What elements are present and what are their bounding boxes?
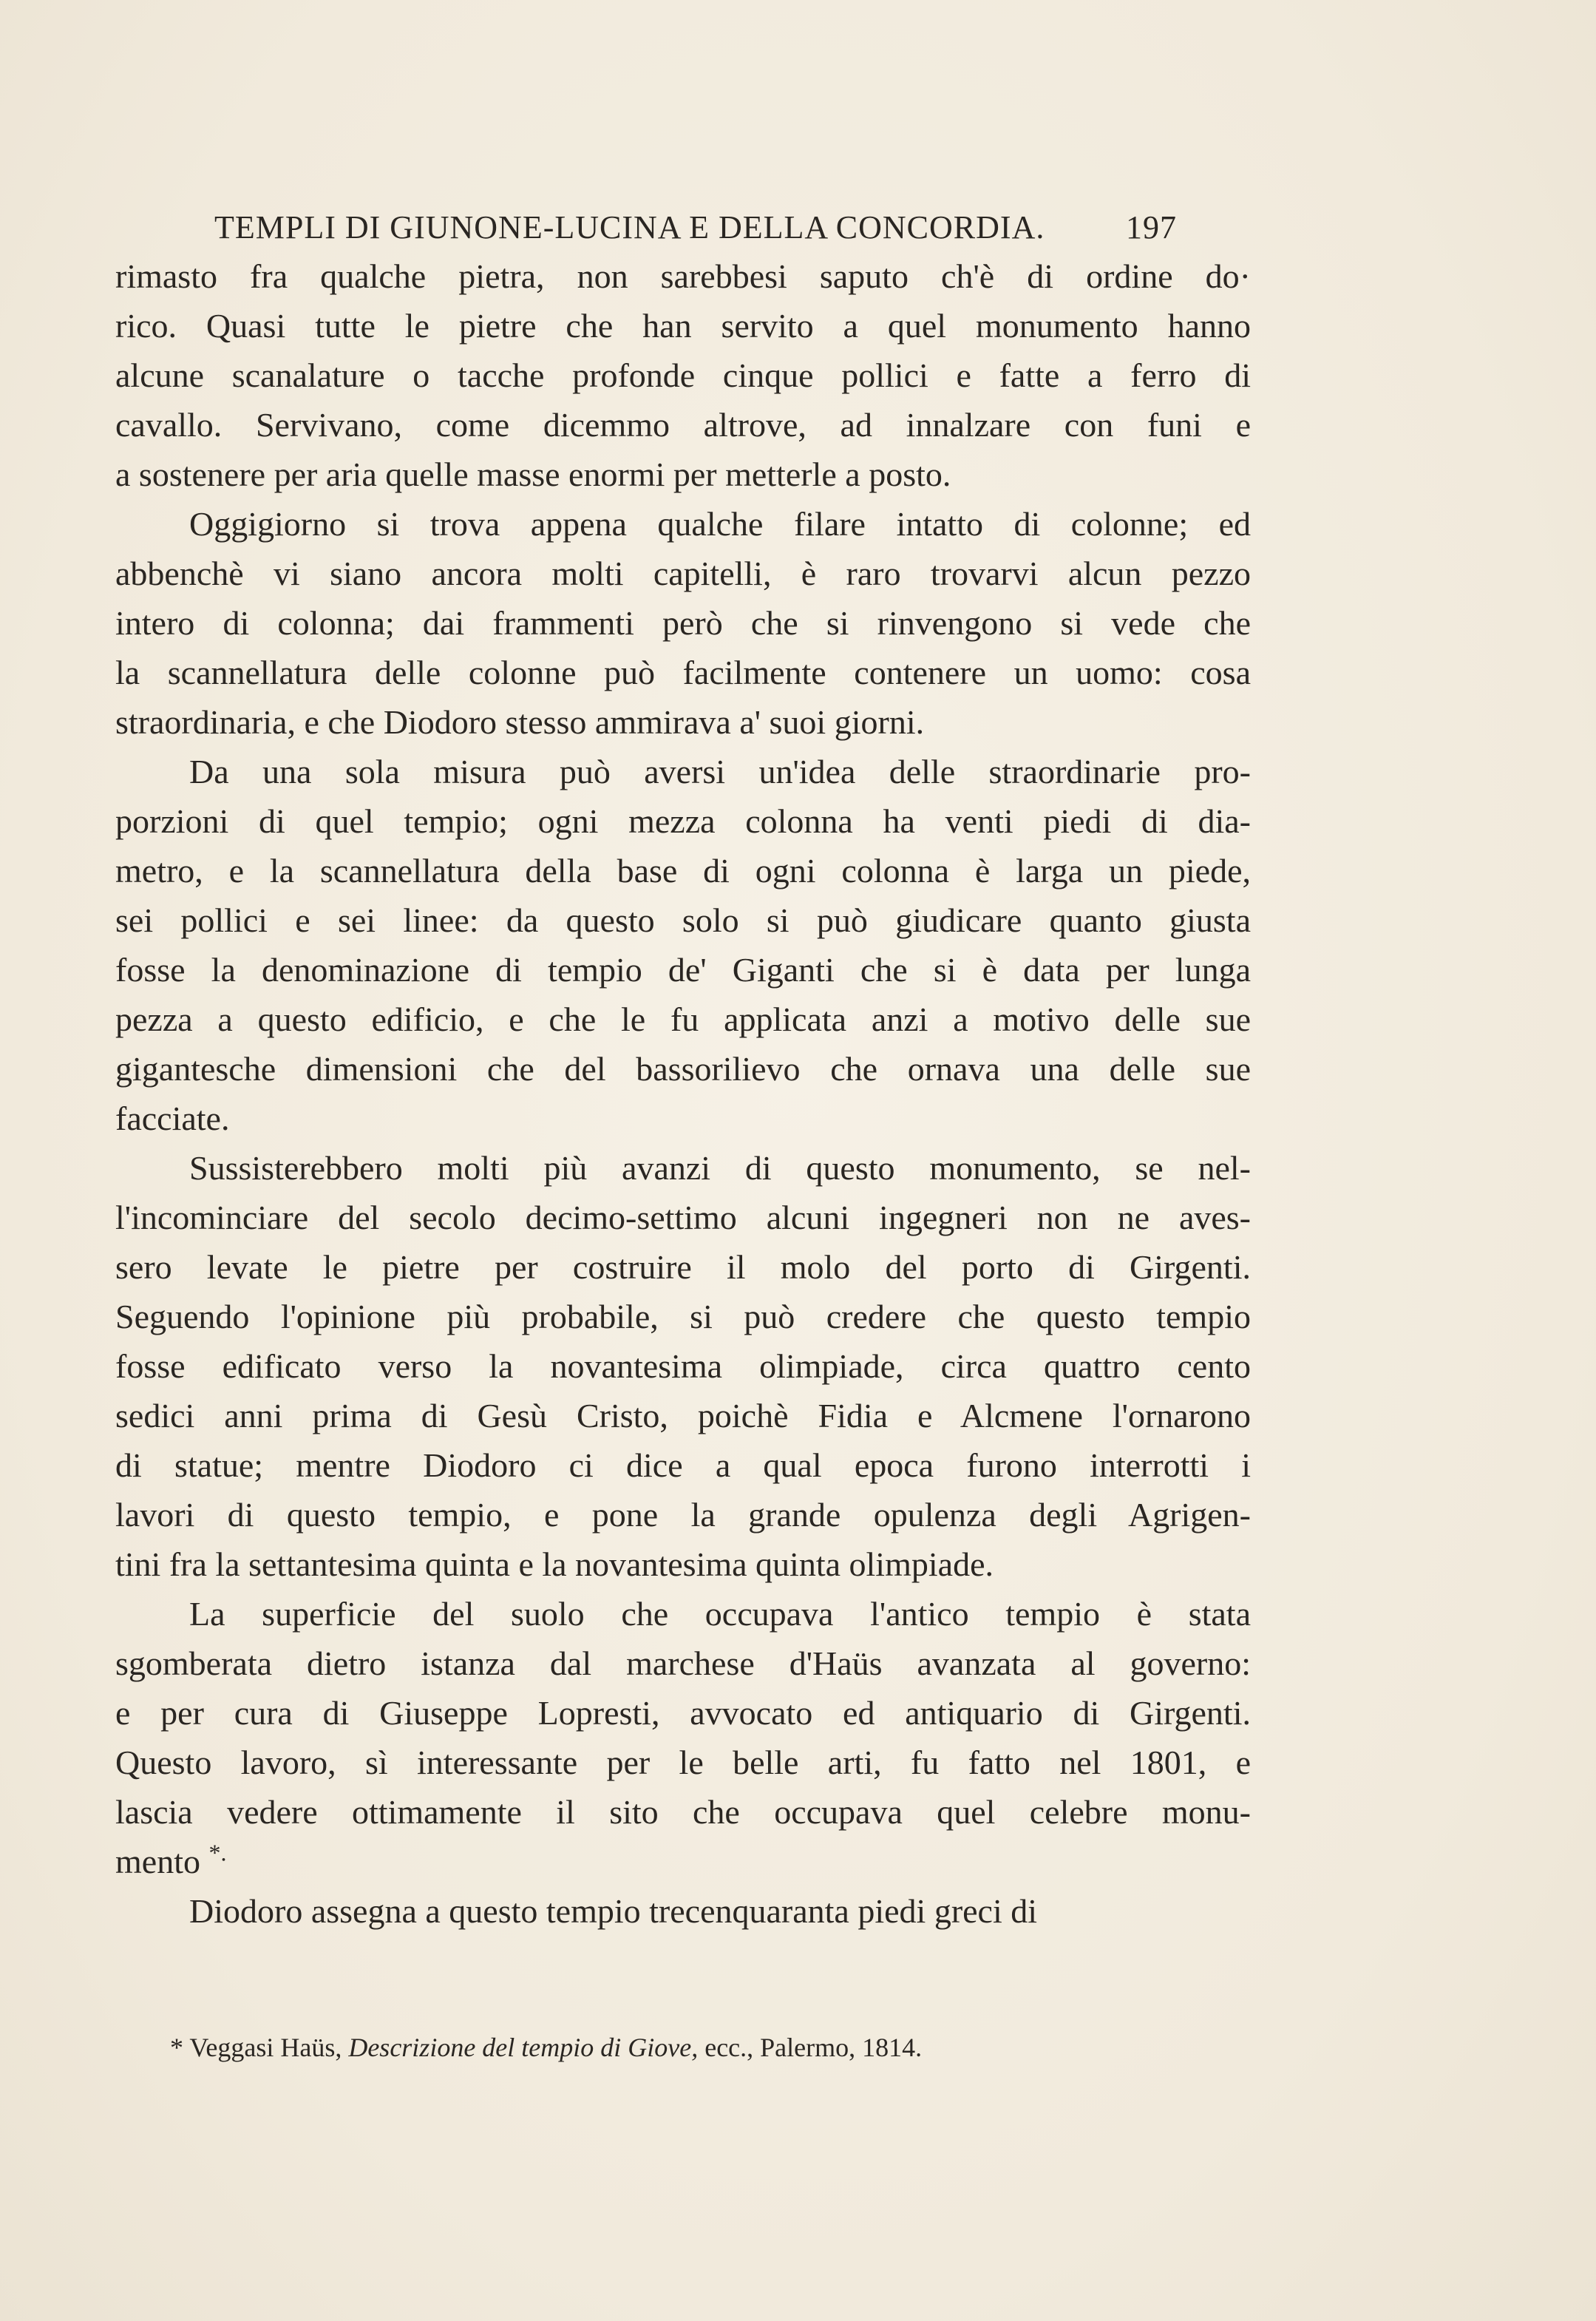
text-line-content: mento — [115, 1843, 200, 1880]
running-head-title: TEMPLI DI GIUNONE-LUCINA E DELLA CONCORDIA. — [214, 209, 1045, 245]
text-line: straordinaria, e che Diodoro stesso ammirava a' suoi giorni. — [115, 703, 925, 741]
footnote-citation: ecc., Palermo, 1814. — [704, 2033, 923, 2062]
text-line: cavallo. Servivano, come dicemmo altrove, ad innalzare con funi e — [115, 406, 1251, 444]
text-line: e per cura di Giuseppe Lopresti, avvocato ed antiquario di Girgenti. — [115, 1694, 1251, 1732]
text-line: di statue; mentre Diodoro ci dice a qual epoca furono interrotti i — [115, 1446, 1251, 1484]
text-line: Questo lavoro, sì interessante per le belle arti, fu fatto nel 1801, e — [115, 1744, 1251, 1781]
text-line: Da una sola misura può aversi un'idea delle straordinarie pro- — [189, 753, 1251, 790]
text-line: gigantesche dimensioni che del bassorilievo che ornava una delle sue — [115, 1050, 1251, 1088]
running-head — [214, 209, 1177, 253]
text-line: l'incominciare del secolo decimo-settimo alcuni ingegneri non ne aves- — [115, 1199, 1251, 1236]
text-line: Seguendo l'opinione più probabile, si può credere che questo tempio — [115, 1298, 1251, 1335]
text-line — [115, 1837, 1251, 1886]
body-text — [115, 251, 1251, 1936]
footnote-reference[interactable]: *. — [208, 1839, 227, 1866]
text-line: sero levate le pietre per costruire il molo del porto di Girgenti. — [115, 1248, 1251, 1286]
text-line: porzioni di quel tempio; ogni mezza colonna ha venti piedi di dia- — [115, 802, 1251, 840]
text-line: rico. Quasi tutte le pietre che han servito a quel monumento hanno — [115, 307, 1251, 345]
text-line: sei pollici e sei linee: da questo solo si può giudicare quanto giusta — [115, 901, 1251, 939]
footnote-work-title: Descrizione del tempio di Giove, — [348, 2033, 699, 2062]
text-line: Diodoro assegna a questo tempio trecenquaranta piedi greci di — [189, 1892, 1038, 1930]
text-line: rimasto fra qualche pietra, non sarebbesi saputo ch'è di ordine do· — [115, 257, 1251, 295]
text-line: sedici anni prima di Gesù Cristo, poichè Fidia e Alcmene l'ornarono — [115, 1397, 1251, 1434]
page-number: 197 — [1126, 209, 1177, 245]
footnote-marker: * — [170, 2033, 183, 2062]
text-line: sgomberata dietro istanza dal marchese d'Haüs avanzata al governo: — [115, 1644, 1251, 1682]
text-line: metro, e la scannellatura della base di ogni colonna è larga un piede, — [115, 852, 1251, 890]
text-line: la scannellatura delle colonne può facilmente contenere un uomo: cosa — [115, 654, 1251, 691]
text-line: alcune scanalature o tacche profonde cinque pollici e fatte a ferro di — [115, 356, 1251, 394]
text-line: facciate. — [115, 1099, 230, 1137]
text-line: abbenchè vi siano ancora molti capitelli, è raro trovarvi alcun pezzo — [115, 555, 1251, 592]
text-line: fosse edificato verso la novantesima olimpiade, circa quattro cento — [115, 1347, 1251, 1385]
text-line: La superficie del suolo che occupava l'antico tempio è stata — [189, 1595, 1251, 1633]
text-line: fosse la denominazione di tempio de' Giganti che si è data per lunga — [115, 951, 1251, 989]
footnote-text: Veggasi Haüs, — [189, 2033, 342, 2062]
text-line: tini fra la settantesima quinta e la novantesima quinta olimpiade. — [115, 1545, 994, 1583]
text-line: Sussisterebbero molti più avanzi di questo monumento, se nel- — [189, 1149, 1251, 1187]
text-line: Oggigiorno si trova appena qualche filare intatto di colonne; ed — [189, 505, 1251, 543]
text-line: intero di colonna; dai frammenti però che si rinvengono si vede che — [115, 604, 1251, 642]
text-line: pezza a questo edificio, e che le fu applicata anzi a motivo delle sue — [115, 1000, 1251, 1038]
text-line: a sostenere per aria quelle masse enormi per metterle a posto. — [115, 455, 951, 493]
text-line: lavori di questo tempio, e pone la grande opulenza degli Agrigen- — [115, 1496, 1251, 1534]
footnote — [170, 2032, 922, 2076]
text-line: lascia vedere ottimamente il sito che occupava quel celebre monu- — [115, 1793, 1251, 1831]
